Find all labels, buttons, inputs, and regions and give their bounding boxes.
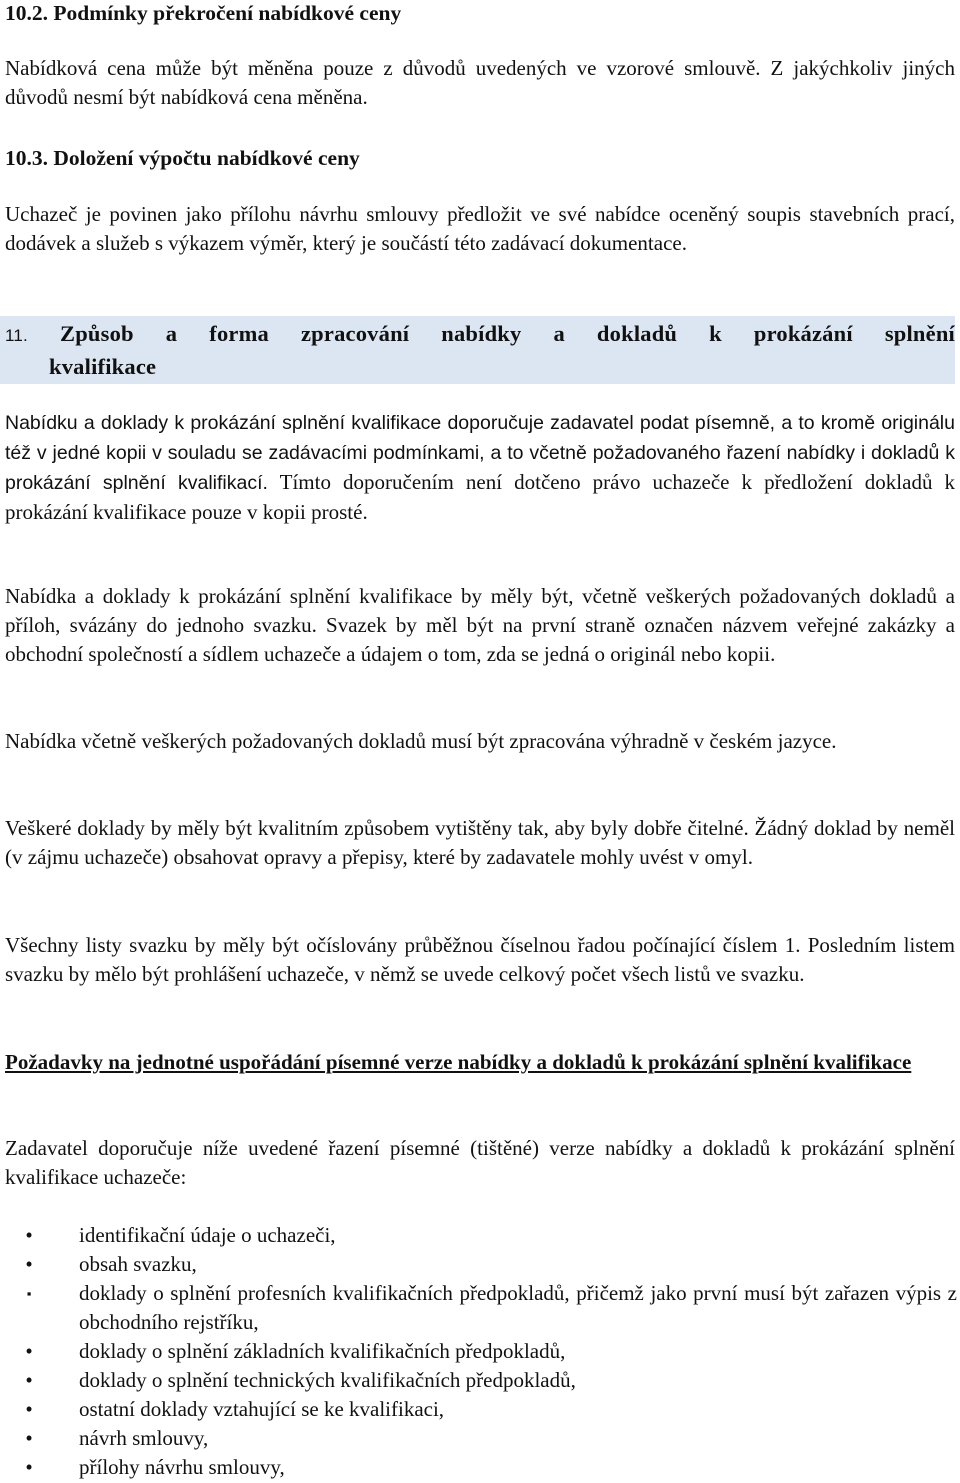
bullet-icon: • [25,1339,33,1363]
list-item-text: doklady o splnění základních kvalifikačních předpokladů, [79,1339,566,1363]
list-item [5,1366,957,1395]
heading-11-title-line2: kvalifikace [49,354,157,379]
paragraph-11-6: Zadavatel doporučuje níže uvedené řazení písemné (tištěné) verze nabídky a dokladů k prokázání splnění kvalifikace uchazeče: [5,1136,955,1189]
list-item-text: identifikační údaje o uchazeči, [79,1223,336,1247]
list-item [5,1337,957,1366]
list-item-text: přílohy návrhu smlouvy, [79,1455,285,1479]
subheading-requirements: Požadavky na jednotné uspořádání písemné verze nabídky a dokladů k prokázání splnění kvalifikace [5,1050,912,1074]
heading-11 [0,316,955,384]
paragraph-11-1 [5,408,955,527]
order-list [5,1221,957,1482]
heading-11-number: 11. [5,326,28,345]
list-item [5,1395,957,1424]
list-item-text: návrh smlouvy, [79,1426,209,1450]
list-item [5,1250,957,1279]
bullet-icon: • [25,1252,33,1276]
list-item-text: obsah svazku, [79,1252,197,1276]
bullet-icon: • [25,1426,33,1450]
paragraph-11-1-sans: Nabídku a doklady k prokázání splnění kvalifikace doporučuje zadavatel podat písemně, a to kromě originálu též v jedné kopii v souladu se zadávacími podmínkami, a to včetně požadovaného řazení nabídky i dokladů k prokázání splnění kvalifikací. [5,412,955,494]
bullet-icon: • [25,1397,33,1421]
paragraph-10-2: Nabídková cena může být měněna pouze z důvodů uvedených ve vzorové smlouvě. Z jakýchkoliv jiných důvodů nesmí být nabídková cena měněna. [5,56,955,109]
list-item [5,1453,957,1482]
list-item-text: doklady o splnění technických kvalifikačních předpokladů, [79,1368,576,1392]
bullet-icon: ▪ [26,1286,32,1301]
paragraph-11-2: Nabídka a doklady k prokázání splnění kvalifikace by měly být, včetně veškerých požadovaných dokladů a příloh, svázány do jednoho svazku. Svazek by měl být na první straně označen názvem veřejné zakázky a obchodní společností a sídlem uchazeče a údajem o tom, zda se jedná o originál nebo kopii. [5,584,955,666]
bullet-icon: • [25,1368,33,1392]
paragraph-11-1-serif: Tímto doporučením není dotčeno právo uchazeče k předložení dokladů k prokázání kvalifikace pouze v kopii prosté. [5,470,956,524]
heading-11-title-line1: Způsob a forma zpracování nabídky a dokladů k prokázání splnění [60,321,956,346]
bullet-icon: • [25,1455,33,1479]
heading-10-3: 10.3. Doložení výpočtu nabídkové ceny [5,146,360,170]
heading-10-2: 10.2. Podmínky překročení nabídkové ceny [5,1,402,25]
list-item [5,1221,957,1250]
heading-11-line1 [5,318,955,351]
list-item [5,1279,957,1337]
bullet-icon: • [25,1223,33,1247]
paragraph-10-3: Uchazeč je povinen jako přílohu návrhu smlouvy předložit ve své nabídce oceněný soupis stavebních prací, dodávek a služeb s výkazem výměr, který je součástí této zadávací dokumentace. [5,202,955,255]
list-item-text: ostatní doklady vztahující se ke kvalifikaci, [79,1397,445,1421]
paragraph-11-4: Veškeré doklady by měly být kvalitním způsobem vytištěny tak, aby byly dobře čitelné. Žádný doklad by neměl (v zájmu uchazeče) obsahovat opravy a přepisy, které by zadavatele mohly uvést v omyl. [5,816,955,869]
paragraph-11-5: Všechny listy svazku by měly být očíslovány průběžnou číselnou řadou počínající číslem 1. Posledním listem svazku by mělo být prohlášení uchazeče, v němž se uvede celkový počet všech listů ve svazku. [5,933,955,986]
paragraph-11-3: Nabídka včetně veškerých požadovaných dokladů musí být zpracována výhradně v českém jazyce. [5,729,837,753]
list-item [5,1424,957,1453]
list-item-text: doklady o splnění profesních kvalifikačních předpokladů, přičemž jako první musí být zařazen výpis z obchodního rejstříku, [79,1281,957,1334]
